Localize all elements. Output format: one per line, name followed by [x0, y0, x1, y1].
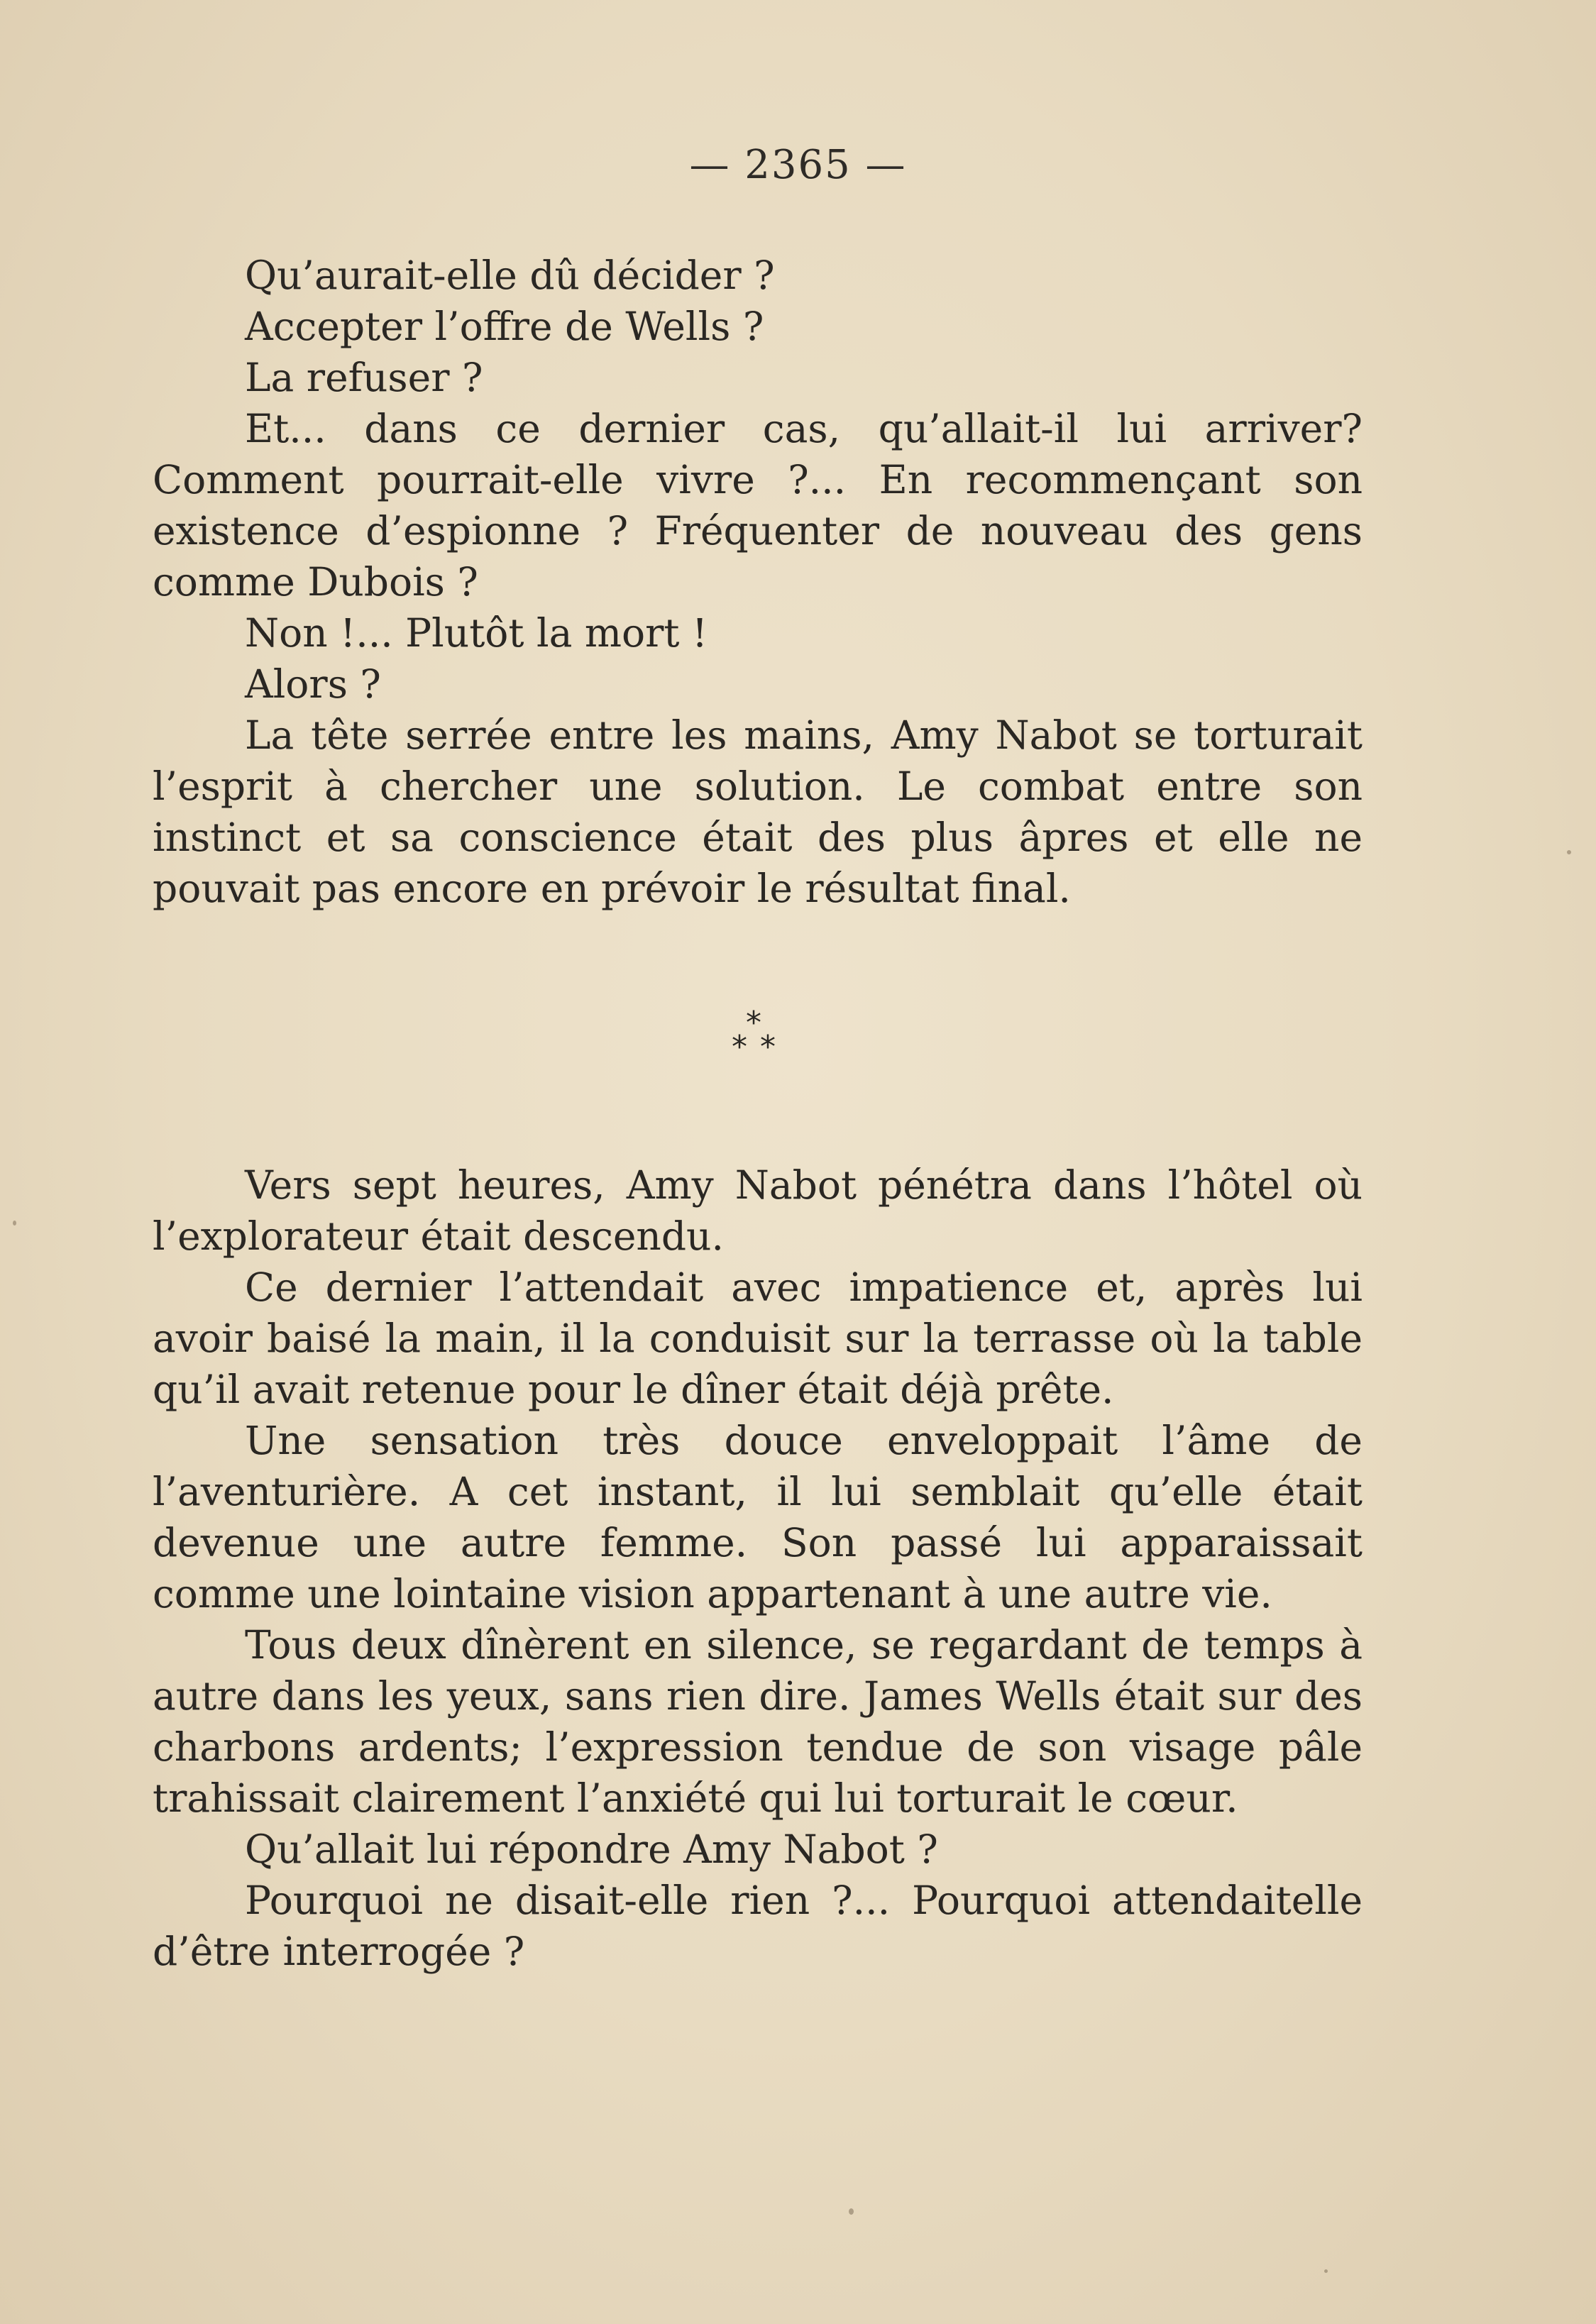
- paper-speck: [1567, 850, 1571, 854]
- paragraph: Vers sept heures, Amy Nabot pénétra dans l’hôtel où l’explorateur était descendu.: [153, 1162, 1363, 1259]
- paper-speck: [13, 1221, 16, 1226]
- paragraph: Pourquoi ne disait-elle rien ?... Pourquoi attendaitelle d’être interrogée ?: [153, 1878, 1363, 1974]
- paragraph: Tous deux dînèrent en silence, se regardant de temps à autre dans les yeux, sans rien dire. James Wells était sur des charbons ardents; l’expression tendue de son visage pâle trahissait clairement l’anxiété qui lui torturait le cœur.: [153, 1622, 1363, 1821]
- paper-speck: [849, 2208, 854, 2215]
- paragraph: Non !... Plutôt la mort !: [245, 610, 708, 656]
- paper-speck: [1324, 2269, 1328, 2273]
- page-number: — 2365 —: [689, 142, 907, 188]
- paragraph: La refuser ?: [245, 355, 483, 400]
- paragraph: Ce dernier l’attendait avec impatience et, après lui avoir baisé la main, il la conduisit sur la terrasse où la table qu’il avait retenue pour le dîner était déjà prête.: [153, 1265, 1363, 1412]
- text-block-before-break: [153, 250, 1363, 914]
- asterisk-icon: *: [760, 1029, 776, 1065]
- paragraph: Qu’aurait-elle dû décider ?: [245, 253, 775, 298]
- paragraph: Alors ?: [245, 661, 381, 707]
- text-block-after-break: [153, 1160, 1363, 1977]
- asterisk-icon: *: [732, 1029, 747, 1065]
- asterisk-icon: *: [746, 1005, 761, 1041]
- section-break-asterism: [0, 999, 1596, 1084]
- paragraph: La tête serrée entre les mains, Amy Nabot se torturait l’esprit à chercher une solution. Le combat entre son instinct et sa conscience était des plus âpres et elle ne pouvait pas encore en prévoir le résultat final.: [153, 712, 1363, 911]
- paragraph: Une sensation très douce enveloppait l’âme de l’aventurière. A cet instant, il lui semblait qu’elle était devenue une autre femme. Son passé lui apparaissait comme une lointaine vision appartenant à une autre vie.: [153, 1418, 1363, 1617]
- paragraph: Accepter l’offre de Wells ?: [245, 304, 764, 349]
- paragraph: Qu’allait lui répondre Amy Nabot ?: [245, 1827, 938, 1872]
- paragraph: Et... dans ce dernier cas, qu’allait-il lui arriver? Comment pourrait-elle vivre ?... En recommençant son existence d’espionne ? Fréquenter de nouveau des gens comme Dubois ?: [153, 406, 1363, 605]
